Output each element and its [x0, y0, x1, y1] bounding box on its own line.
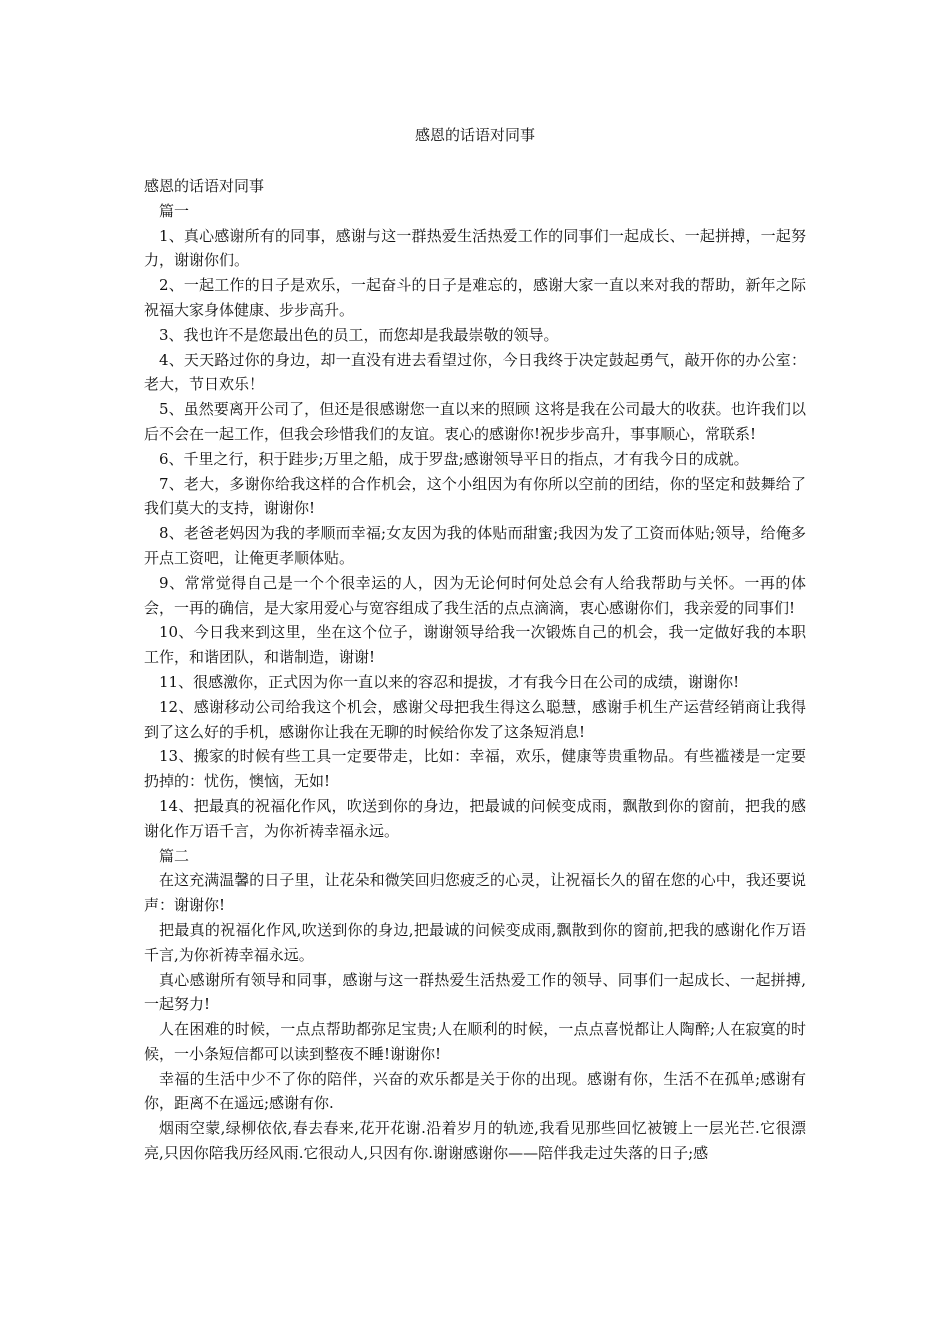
document-body: [144, 174, 806, 1166]
document-paragraph: 感恩的话语对同事: [144, 177, 265, 195]
document-paragraph: 9、常常觉得自己是一个个很幸运的人，因为无论何时何处总会有人给我帮助与关怀。一再的体会，一再的确信，是大家用爱心与宽容组成了我生活的点点滴滴，衷心感谢你们，我亲爱的同事们!: [144, 573, 806, 617]
document-paragraph: 10、今日我来到这里，坐在这个位子，谢谢领导给我一次锻炼自己的机会，我一定做好我的本职工作，和谐团队，和谐制造，谢谢!: [144, 623, 806, 667]
document-paragraph: 人在困难的时候，一点点帮助都弥足宝贵;人在顺利的时候，一点点喜悦都让人陶醉;人在寂寞的时候，一小条短信都可以读到整夜不睡!谢谢你!: [144, 1020, 806, 1063]
document-paragraph: 篇二: [159, 846, 190, 865]
document-paragraph: 在这充满温馨的日子里，让花朵和微笑回归您疲乏的心灵，让祝福长久的留在您的心中，我还要说声：谢谢你!: [144, 871, 806, 915]
document-paragraph: 烟雨空蒙,绿柳依依,春去春来,花开花谢.沿着岁月的轨迹,我看见那些回忆被镀上一层光芒.它很漂亮,只因你陪我历经风雨.它很动人,只因有你.谢谢感谢你——陪伴我走过失落的日子;感: [144, 1119, 806, 1163]
document-paragraph: 4、天天路过你的身边，却一直没有进去看望过你，今日我终于决定鼓起勇气，敲开你的办公室：老大，节日欢乐！: [144, 350, 806, 394]
document-paragraph: 把最真的祝福化作风,吹送到你的身边,把最诚的问候变成雨,飘散到你的窗前,把我的感谢化作万语千言,为你祈祷幸福永远。: [144, 920, 806, 964]
document-paragraph: 幸福的生活中少不了你的陪伴，兴奋的欢乐都是关于你的出现。感谢有你，生活不在孤单;感谢有你，距离不在遥远;感谢有你.: [144, 1069, 806, 1113]
document-paragraph: 1、真心感谢所有的同事，感谢与这一群热爱生活热爱工作的同事们一起成长、一起拼搏，一起努力，谢谢你们。: [144, 226, 806, 270]
document-paragraph: 14、把最真的祝福化作风，吹送到你的身边，把最诚的问候变成雨，飘散到你的窗前，把我的感谢化作万语千言，为你祈祷幸福永远。: [144, 796, 806, 840]
document-paragraph: 13、搬家的时候有些工具一定要带走，比如：幸福，欢乐，健康等贵重物品。有些褴褛是一定要扔掉的：忧伤，懊恼，无如!: [144, 747, 806, 791]
document-paragraph: 3、我也许不是您最出色的员工，而您却是我最崇敬的领导。: [159, 325, 559, 344]
document-paragraph: 8、老爸老妈因为我的孝顺而幸福;女友因为我的体贴而甜蜜;我因为发了工资而体贴;领导，给俺多开点工资吧，让俺更孝顺体贴。: [144, 524, 806, 567]
document-paragraph: 7、老大，多谢你给我这样的合作机会，这个小组因为有你所以空前的团结，你的坚定和鼓舞给了我们莫大的支持，谢谢你!: [144, 474, 806, 518]
document-paragraph: 12、感谢移动公司给我这个机会，感谢父母把我生得这么聪慧，感谢手机生产运营经销商让我得到了这么好的手机，感谢你让我在无聊的时候给你发了这条短消息!: [144, 697, 806, 741]
document-paragraph: 真心感谢所有领导和同事，感谢与这一群热爱生活热爱工作的领导、同事们一起成长、一起拼搏,一起努力!: [144, 970, 806, 1014]
document-paragraph: 6、千里之行，积于跬步;万里之船，成于罗盘;感谢领导平日的指点，才有我今日的成就。: [159, 449, 749, 468]
document-paragraph: 5、虽然要离开公司了，但还是很感谢您一直以来的照顾 这将是我在公司最大的收获。也许我们以后不会在一起工作，但我会珍惜我们的友谊。衷心的感谢你!祝步步高升，事事顺心，常联系!: [144, 400, 806, 443]
document-paragraph: 篇一: [159, 201, 190, 220]
document-paragraph: 2、一起工作的日子是欢乐，一起奋斗的日子是难忘的，感谢大家一直以来对我的帮助，新年之际祝福大家身体健康、步步高升。: [144, 276, 806, 319]
document-paragraph: 11、很感激你，正式因为你一直以来的容忍和提拔，才有我今日在公司的成绩，谢谢你!: [159, 672, 740, 691]
document-title: 感恩的话语对同事: [414, 126, 535, 144]
